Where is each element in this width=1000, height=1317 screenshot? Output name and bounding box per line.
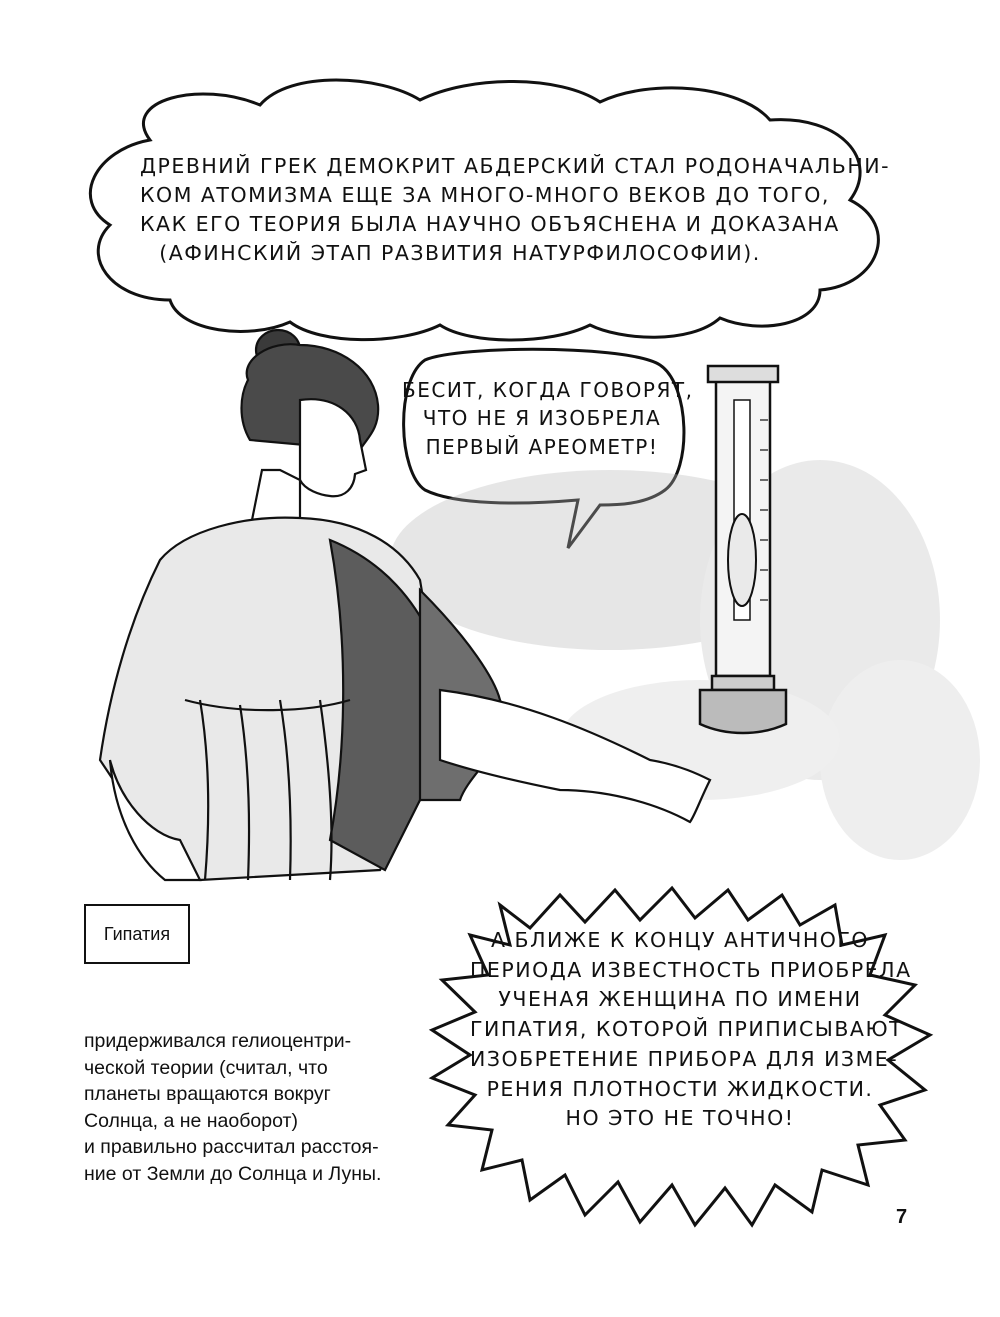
burst-line: РЕНИЯ ПЛОТНОСТИ ЖИДКОСТИ. <box>486 1076 874 1101</box>
page-number: 7 <box>896 1206 908 1228</box>
speech-line: ПЕРВЫЙ АРЕОМЕТР! <box>425 434 659 459</box>
body-line: ние от Земли до Солнца и Луны. <box>84 1162 382 1185</box>
figure-caption-box <box>84 904 190 964</box>
cloud-bubble-text <box>140 152 891 268</box>
body-paragraph <box>84 1028 424 1187</box>
figure-caption-label: Гипатия <box>103 923 171 944</box>
burst-bubble-text <box>470 926 912 1134</box>
cloud-line: КАК ЕГО ТЕОРИЯ БЫЛА НАУЧНО ОБЪЯСНЕНА И ДОКАЗАНА <box>140 212 840 237</box>
speech-bubble-text <box>402 376 694 461</box>
body-line: ческой теории (считал, что <box>84 1056 328 1079</box>
speech-line: БЕСИТ, КОГДА ГОВОРЯТ, <box>402 378 694 402</box>
body-line: придерживался гелиоцентри- <box>84 1030 352 1052</box>
burst-line: ИЗОБРЕТЕНИЕ ПРИБОРА ДЛЯ ИЗМЕ- <box>470 1046 899 1071</box>
speech-line: ЧТО НЕ Я ИЗОБРЕЛА <box>422 406 662 431</box>
burst-line: УЧЕНАЯ ЖЕНЩИНА ПО ИМЕНИ <box>498 987 862 1012</box>
burst-line: НО ЭТО НЕ ТОЧНО! <box>565 1106 795 1131</box>
cloud-line: (АФИНСКИЙ ЭТАП РАЗВИТИЯ НАТУРФИЛОСОФИИ). <box>159 241 761 266</box>
body-line: планеты вращаются вокруг <box>84 1083 331 1106</box>
cloud-line: ДРЕВНИЙ ГРЕК ДЕМОКРИТ АБДЕРСКИЙ СТАЛ РОДОНАЧАЛЬНИ- <box>140 154 891 178</box>
cloud-line: КОМ АТОМИЗМА ЕЩЕ ЗА МНОГО-МНОГО ВЕКОВ ДО ТОГО, <box>140 183 830 208</box>
burst-line: ГИПАТИЯ, КОТОРОЙ ПРИПИСЫВАЮТ <box>470 1017 904 1042</box>
body-line: Солнца, а не наоборот) <box>84 1109 298 1132</box>
body-line: и правильно рассчитал расстоя- <box>84 1136 379 1159</box>
burst-line: ПЕРИОДА ИЗВЕСТНОСТЬ ПРИОБРЕЛА <box>470 957 912 982</box>
burst-line: А БЛИЖЕ К КОНЦУ АНТИЧНОГО <box>490 928 870 952</box>
